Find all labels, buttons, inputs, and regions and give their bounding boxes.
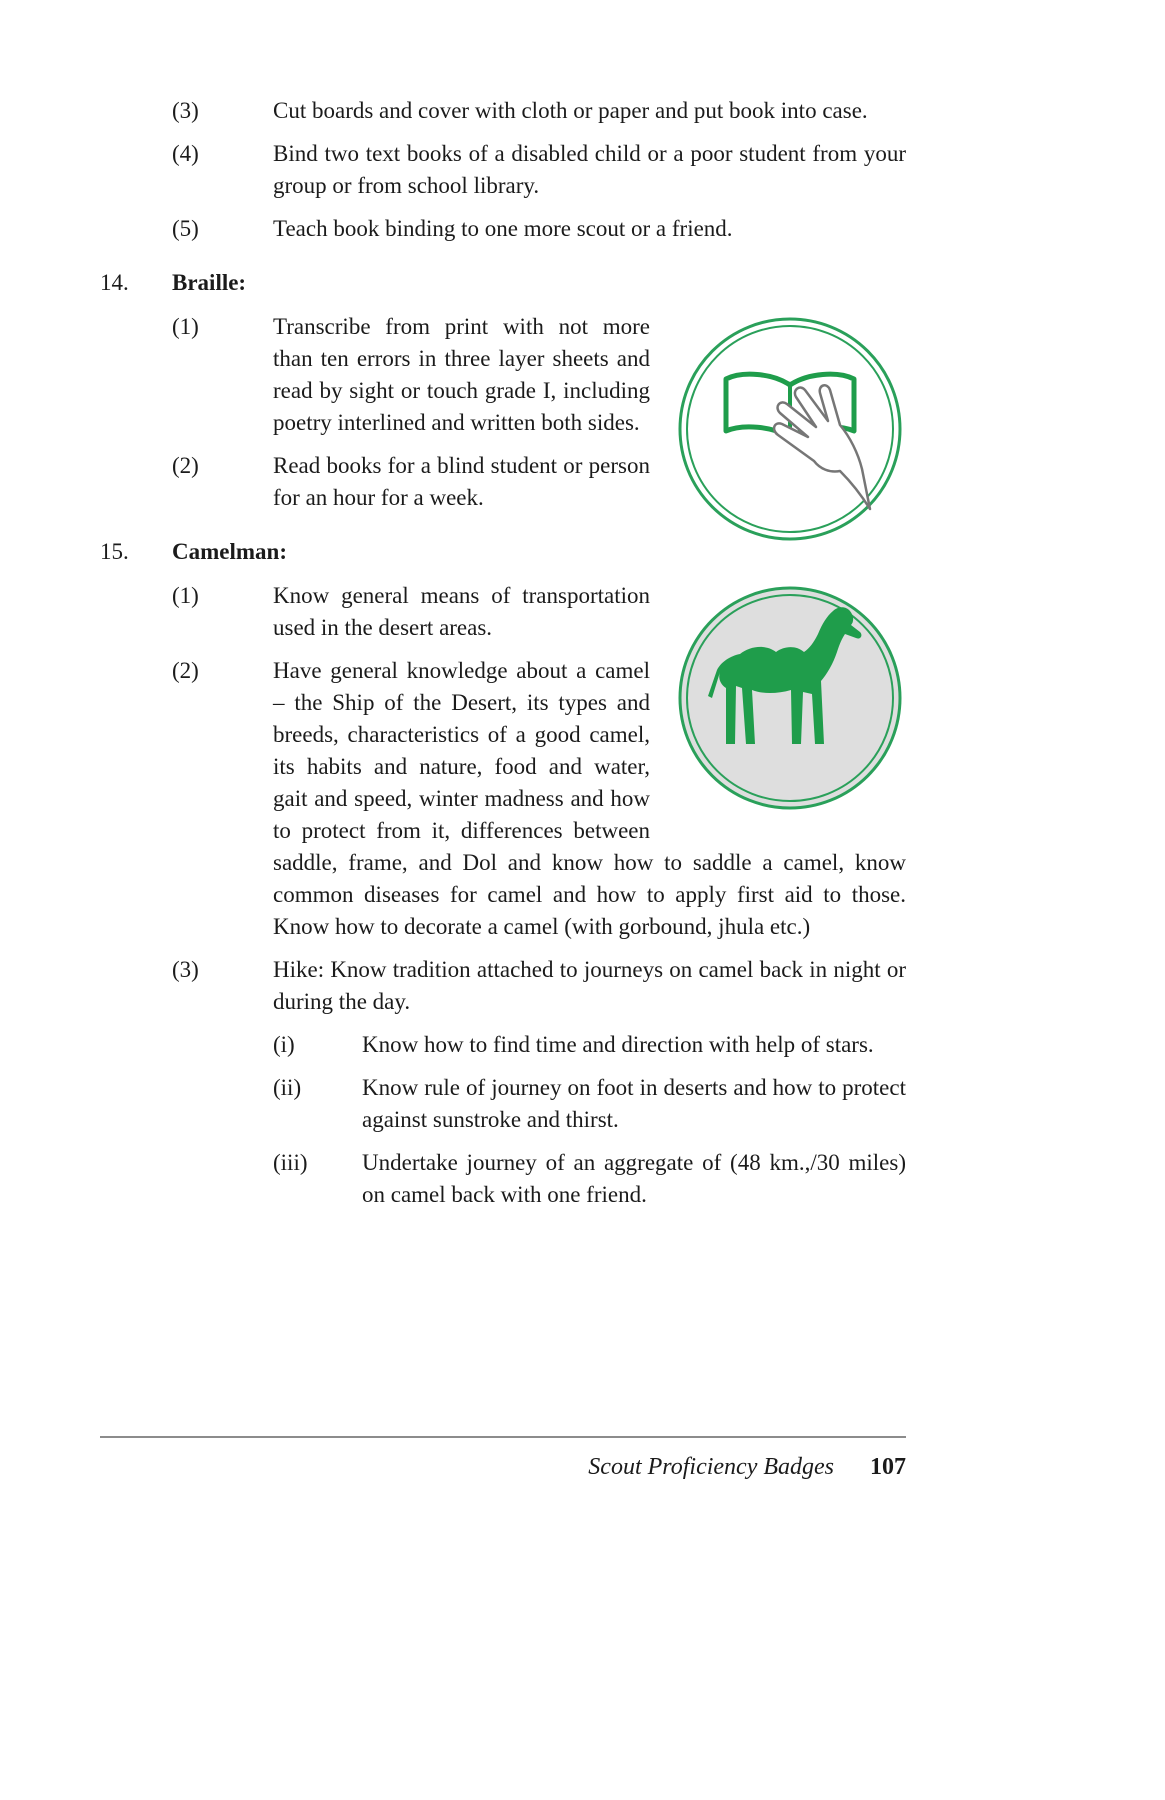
item-text: Bind two text books of a disabled child or a poor student from your group or from school library.	[273, 141, 906, 198]
item-number: (2)	[172, 658, 199, 683]
section-title: Braille:	[172, 270, 247, 295]
list-item	[100, 580, 906, 644]
item-number: (1)	[172, 314, 199, 339]
item-number: (4)	[172, 141, 199, 166]
item-text: Cut boards and cover with cloth or paper and put book into case.	[273, 98, 868, 123]
item-text: Teach book binding to one more scout or a friend.	[273, 216, 733, 241]
sub-list-item	[100, 1147, 906, 1211]
subitem-text: Know rule of journey on foot in deserts and how to protect against sunstroke and thirst.	[362, 1075, 906, 1132]
item-number: (3)	[172, 957, 199, 982]
page-footer	[100, 1436, 906, 1482]
sub-list-item	[100, 1029, 906, 1061]
section-heading	[100, 267, 906, 299]
footer-text	[100, 1452, 906, 1482]
section-number: 14.	[100, 270, 129, 295]
item-number: (5)	[172, 216, 199, 241]
list-item	[100, 954, 906, 1018]
item-text: Have general knowledge about a camel – the Ship of the Desert, its types and breeds, characteristics of a good camel, its habits and nature, food and water, gait and speed, winter madness and how to protect from it, differences between saddle, frame, and Dol and know how to saddle a camel, know common diseases for camel and how to apply first aid to those. Know how to decorate a camel (with gorbound, jhula etc.)	[273, 658, 906, 939]
item-text: Know general means of transportation used in the desert areas.	[273, 583, 650, 640]
section-heading	[100, 536, 906, 568]
subitem-number: (i)	[273, 1032, 295, 1057]
footer-title: Scout Proficiency Badges	[588, 1454, 834, 1480]
section-number: 15.	[100, 539, 129, 564]
subitem-number: (iii)	[273, 1150, 308, 1175]
section-braille	[100, 267, 906, 514]
list-item	[100, 450, 906, 514]
list-item	[100, 213, 906, 245]
list-item	[100, 311, 906, 439]
item-text: Hike: Know tradition attached to journeys on camel back in night or during the day.	[273, 957, 906, 1014]
list-item	[100, 655, 906, 943]
list-item	[100, 138, 906, 202]
item-text: Transcribe from print with not more than ten errors in three layer sheets and read by sight or touch grade I, including poetry interlined and written both sides.	[273, 314, 650, 435]
section-camelman	[100, 536, 906, 1211]
item-number: (1)	[172, 583, 199, 608]
sub-list-item	[100, 1072, 906, 1136]
item-number: (3)	[172, 98, 199, 123]
subitem-text: Undertake journey of an aggregate of (48 km.,/30 miles) on camel back with one friend.	[362, 1150, 906, 1207]
subitem-number: (ii)	[273, 1075, 302, 1100]
section-body	[100, 580, 906, 1211]
footer-rule	[100, 1436, 906, 1438]
page-number: 107	[870, 1454, 906, 1480]
list-item	[100, 95, 906, 127]
section-title: Camelman:	[172, 539, 287, 564]
subitem-text: Know how to find time and direction with help of stars.	[362, 1032, 874, 1057]
item-text: Read books for a blind student or person for an hour for a week.	[273, 453, 650, 510]
item-number: (2)	[172, 453, 199, 478]
section-body	[100, 311, 906, 514]
page-content	[100, 95, 906, 1222]
